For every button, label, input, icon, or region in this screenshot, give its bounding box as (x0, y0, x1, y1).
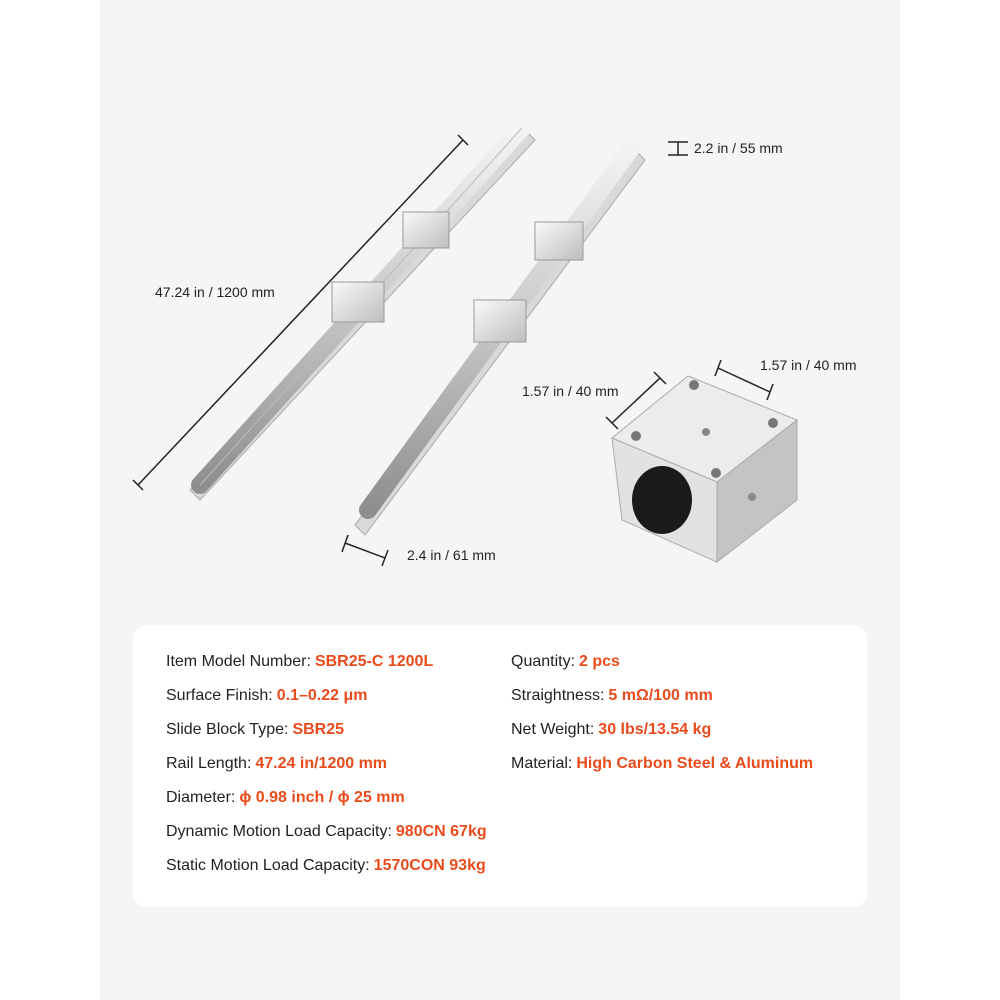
spec-model: Item Model Number: SBR25-C 1200L (166, 653, 434, 670)
block-height-dimension: 2.2 in / 55 mm (694, 140, 783, 156)
spec-net-weight: Net Weight: 30 lbs/13.54 kg (511, 721, 712, 738)
slide-block (332, 282, 384, 322)
slide-block (474, 300, 526, 342)
rail-width-dimension: 2.4 in / 61 mm (407, 547, 496, 563)
spec-dynamic-load: Dynamic Motion Load Capacity: 980CN 67kg (166, 823, 487, 840)
spec-quantity: Quantity: 2 pcs (511, 653, 620, 670)
slide-block (535, 222, 583, 260)
spec-card (133, 625, 867, 907)
spec-straightness: Straightness: 5 mΩ/100 mm (511, 687, 713, 704)
spec-rail-length: Rail Length: 47.24 in/1200 mm (166, 755, 388, 772)
slide-block-detail (612, 376, 797, 562)
block-width-dimension: 1.57 in / 40 mm (522, 383, 619, 399)
block-length-dimension: 1.57 in / 40 mm (760, 357, 857, 373)
spec-material: Material: High Carbon Steel & Aluminum (511, 755, 814, 772)
spec-diameter: Diameter: ϕ 0.98 inch / ϕ 25 mm (166, 789, 405, 806)
rail-length-dimension: 47.24 in / 1200 mm (155, 284, 275, 300)
slide-block (403, 212, 449, 248)
spec-surface-finish: Surface Finish: 0.1–0.22 μm (166, 687, 368, 704)
spec-static-load: Static Motion Load Capacity: 1570CON 93kg (166, 857, 486, 874)
rail-right (355, 143, 645, 535)
spec-slide-block-type: Slide Block Type: SBR25 (166, 721, 345, 738)
